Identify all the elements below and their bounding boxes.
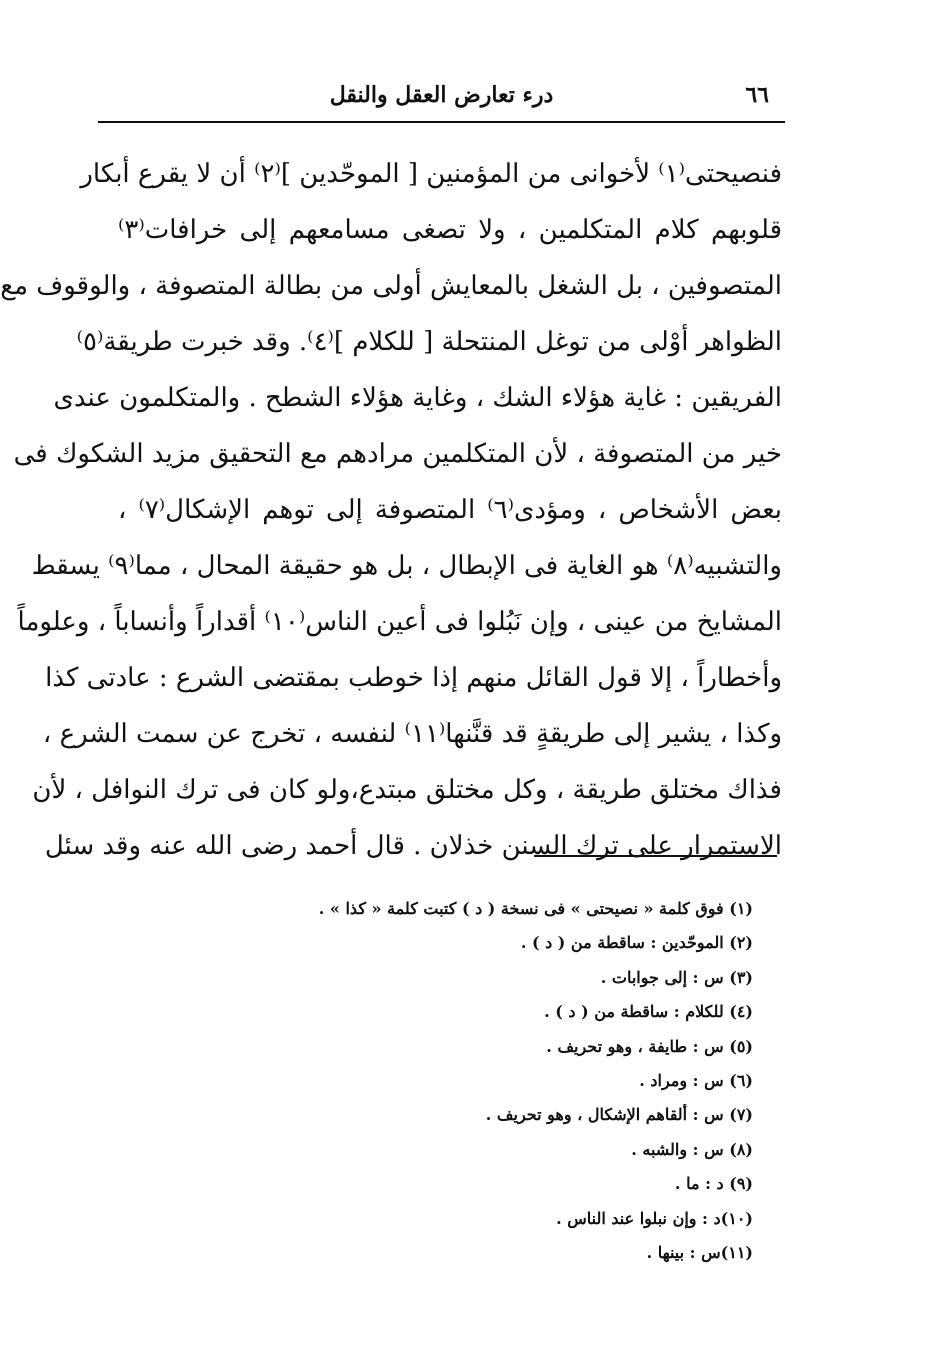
page-number: ٦٦ (745, 82, 769, 108)
running-title: درء تعارض العقل والنقل (329, 82, 554, 108)
text-line: الظواهر أوْلى من توغل المنتحلة [ للكلام ]⁽٤⁾. وقد خبرت طريقة⁽٥⁾ (76, 327, 782, 357)
text-line: فنصيحتى⁽١⁾ لأخوانى من المؤمنين [ الموحّدين ]⁽٢⁾ أن لا يقرع أبكار (80, 159, 782, 189)
footnote: (٩) د : ما . (674, 1174, 753, 1194)
footnote: (١١)س : بينها . (646, 1242, 753, 1262)
footnote: (٦) س : ومراد . (639, 1070, 753, 1090)
text-line: فذاك مختلق طريقة ، وكل مختلق مبتدع،ولو كان فى ترك النوافل ، لأن (32, 775, 782, 805)
text-line: خير من المتصوفة ، لأن المتكلمين مرادهم مع التحقيق مزيد الشكوك فى (13, 439, 782, 469)
text-line: وكذا ، يشير إلى طريقةٍ قد قنَّنها⁽١١⁾ لنفسه ، تخرج عن سمت الشرع ، (42, 719, 782, 749)
footnote: (٤) للكلام : ساقطة من ( د ) . (544, 1002, 753, 1022)
footnote-divider (534, 855, 777, 857)
text-line: وأخطاراً ، إلا قول القائل منهم إذا خوطب بمقتضى الشرع : عادتى كذا (45, 663, 782, 693)
main-text (0, 146, 782, 874)
footnotes (273, 892, 753, 1270)
text-line: المتصوفين ، بل الشغل بالمعايش أولى من بطالة المتصوفة ، والوقوف مع (0, 271, 782, 301)
text-line: بعض الأشخاص ، ومؤدى⁽٦⁾ المتصوفة إلى توهم الإشكال⁽٧⁾ ، (118, 495, 782, 525)
page-header (98, 78, 785, 118)
text-line: الفريقين : غاية هؤلاء الشك ، وغاية هؤلاء الشطح . والمتكلمون عندى (53, 383, 782, 413)
header-divider (98, 121, 785, 123)
footnote: (٨) س : والشبه . (631, 1139, 753, 1159)
text-line: والتشبيه⁽٨⁾ هو الغاية فى الإبطال ، بل هو حقيقة المحال ، مما⁽٩⁾ يسقط (31, 551, 782, 581)
text-line: قلوبهم كلام المتكلمين ، ولا تصغى مسامعهم إلى خرافات⁽٣⁾ (118, 215, 782, 245)
footnote: (١) فوق كلمة « نصيحتى » فى نسخة ( د ) كتبت كلمة « كذا » . (318, 899, 753, 918)
text-line: الاستمرار على ترك السنن خذلان . قال أحمد رضى الله عنه وقد سئل (44, 831, 782, 861)
footnote: (٣) س : إلى جوابات . (600, 967, 753, 987)
footnote: (٥) س : طايفة ، وهو تحريف . (546, 1036, 753, 1056)
footnote: (٧) س : ألقاهم الإشكال ، وهو تحريف . (485, 1105, 753, 1125)
text-line: المشايخ من عينى ، وإن نَبُلوا فى أعين الناس⁽١٠⁾ أقداراً وأنساباً ، وعلوماً (17, 607, 782, 637)
footnote: (١٠)د : وإن نبلوا عند الناس . (556, 1208, 753, 1228)
footnote: (٢) الموحّدين : ساقطة من ( د ) . (520, 933, 753, 953)
